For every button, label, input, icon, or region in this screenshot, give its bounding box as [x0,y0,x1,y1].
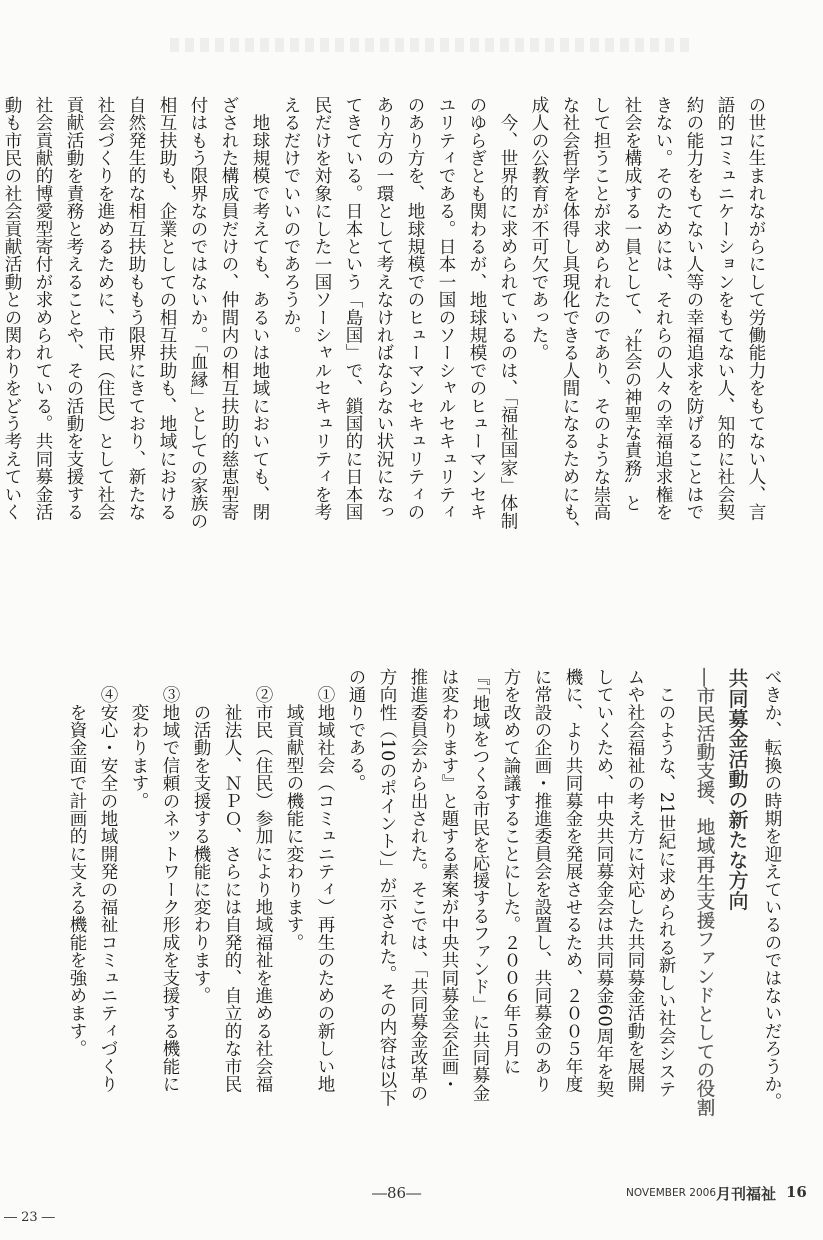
text-line: 機に、より共同募金を発展させるため、２００５年度 [563,668,583,1093]
issue-date: NOVEMBER 2006 [626,1187,717,1199]
page-number: 16 [786,1183,807,1201]
text-line: の世に生まれながらにして労働能力をもてない人、言 [746,96,766,521]
text-line: 成人の公教育が不可欠であった。 [529,96,549,362]
text-line: 方を改めて論議することにした。２００６年５月に [501,668,521,1076]
text-line: して担うことが求められたのであり、そのような崇高 [591,96,611,521]
text-line: ①地域社会（コミュニティ）再生のための新しい地 [315,668,335,1093]
text-line: ざされた構成員だけの、仲間内の相互扶助的慈恵型寄 [219,96,239,521]
text-line: 域貢献型の機能に変わります。 [284,668,304,952]
text-line: ユリティである。日本一国のソーシャルセキュリティ [436,96,456,521]
text-line: 自然発生的な相互扶助ももう限界にきており、新たな [126,96,146,521]
text-line: あり方の一環として考えなければならない状況になっ [374,96,394,521]
text-line: 祉法人、ＮＰＯ、さらには自発的、自立的な市民 [222,668,242,1093]
text-line: 付はもう限界なのではないか。「血縁」としての家族の [188,96,208,530]
text-line: 貢献活動を責務と考えることや、その活動を支援する [64,96,84,521]
text-line: のあり方を、地球規模でのヒューマンセキュリティの [405,96,425,521]
text-line: 約の能力をもてない人等の幸福追求を防げることはで [684,96,704,521]
text-line: を資金面で計画的に支える機能を強めます。 [67,668,87,1058]
text-line: 社会貢献的博愛型寄付が求められている。共同募金活 [33,96,53,521]
text-line: 社会を構成する一員として、〝社会の神聖な責務〟と [622,96,642,513]
text-line: に常設の企画・推進委員会を設置し、共同募金のあり [532,668,552,1093]
text-line: このような、21世紀に求められる新しい社会システ [656,668,676,1098]
text-line: 変わります。 [129,668,149,810]
text-line: の通りである。 [346,668,366,792]
text-line: 今、世界的に求められているのは、「福祉国家」体制 [498,96,518,530]
center-page-number: ―86― [372,1184,422,1202]
text-line: 『「地域をつくる市民を応援するファンド」に共同募金 [470,668,490,1102]
text-line: 社会づくりを進めるために、市民（住民）として社会 [95,96,115,521]
text-line: していくため、中央共同募金会は共同募金60周年を契 [594,668,614,1098]
section-subheading: ―市民活動支援、地域再生支援ファンドとしての役割 [694,668,715,1117]
lower-text-block [61,668,787,1138]
text-line: のゆらぎとも関わるが、地球規模でのヒューマンセキ [467,96,487,521]
left-page-number: ― 23 ― [4,1210,55,1225]
text-line: の活動を支援する機能に変わります。 [191,668,211,1005]
text-line: きない。そのためには、それらの人々の幸福追求権を [653,96,673,521]
text-line: 民だけを対象にした一国ソーシャルセキュリティを考 [312,96,332,521]
text-line: ムや社会福祉の考え方に対応した共同募金活動を展開 [625,668,645,1093]
text-line: 動も市民の社会貢献活動との関わりをどう考えていく [2,96,22,521]
text-line: 推進委員会から出された。そこでは、「共同募金改革の [408,668,428,1102]
text-line: ③地域で信頼のネットワーク形成を支援する機能に [160,668,180,1093]
section-heading: 共同募金活動の新たな方向 [725,668,749,911]
text-line: 地球規模で考えても、あるいは地域においても、閉 [250,96,270,521]
magazine-title: 月刊福祉 [716,1185,777,1203]
text-line: 語的コミュニケーションをもてない人、知的に社会契 [715,96,735,521]
text-line: えるだけでいいのであろうか。 [281,96,301,344]
text-line: てきている。日本という「島国」で、鎖国的に日本国 [343,96,363,521]
text-line: べきか、転換の時期を迎えているのではないだろうか。 [762,668,782,1111]
text-line: 相互扶助も、企業としての相互扶助も、地域における [157,96,177,521]
text-line: は変わります』と題する素案が中央共同募金会企画・ [439,668,459,1093]
faded-running-header [170,38,690,52]
text-line: ②市民（住民）参加により地域福祉を進める社会福 [253,668,273,1093]
text-line: ④安心・安全の地域開発の福祉コミュニティづくり [98,668,118,1093]
text-line: な社会哲学を体得し具現化できる人間になるためにも、 [560,96,580,539]
upper-text-block [0,96,771,641]
text-line: 方向性（10のポイント）」が示された。その内容は以下 [377,668,397,1107]
